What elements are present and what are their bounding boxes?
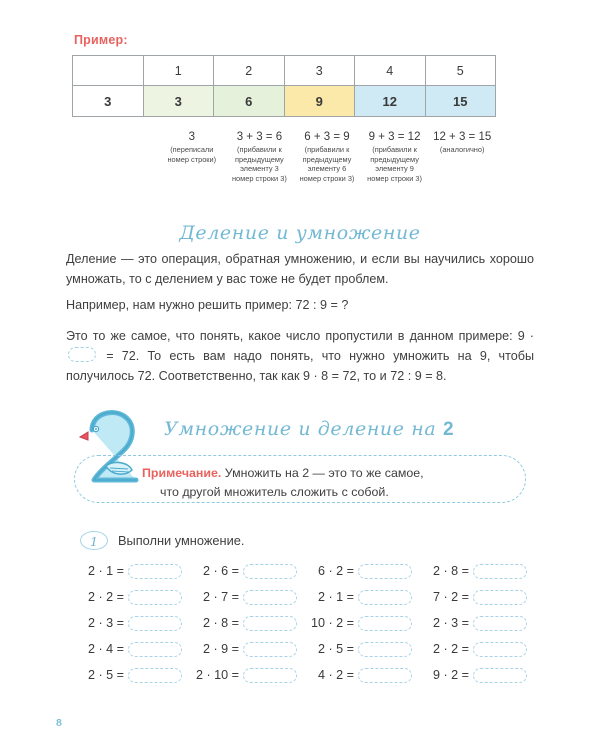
annotation-3 <box>293 130 361 183</box>
annotation-formula: 12 + 3 = 15 <box>433 131 492 143</box>
table-row-header <box>73 56 496 86</box>
section-heading-text: Умножение и деление на <box>164 418 443 440</box>
annotation-note: (прибавили к предыдущему элементу 3 номер строки 3) <box>231 145 287 183</box>
paragraph-part-1: Это то же самое, что понять, какое число пропустили в данном примере: 9 · <box>66 329 534 343</box>
answer-blank[interactable] <box>358 616 412 631</box>
exercise-expression: 2 · 8 = <box>432 564 469 578</box>
exercise-item <box>417 636 532 662</box>
exercise-expression: 10 · 2 = <box>310 616 354 630</box>
exercise-item <box>72 636 187 662</box>
swan-pupil <box>95 428 97 430</box>
table-cell-value-0: 3 <box>73 86 144 117</box>
exercise-expression: 6 · 2 = <box>317 564 354 578</box>
exercise-item <box>187 558 302 584</box>
exercise-item <box>72 558 187 584</box>
annotation-formula: 3 <box>188 131 195 143</box>
annotation-2 <box>226 130 294 183</box>
exercise-item <box>187 610 302 636</box>
answer-blank[interactable] <box>243 564 297 579</box>
exercise-expression: 9 · 2 = <box>432 668 469 682</box>
annotation-formula: 6 + 3 = 9 <box>304 131 350 143</box>
answer-blank[interactable] <box>358 668 412 683</box>
exercise-item <box>417 610 532 636</box>
inline-blank-oval <box>68 347 96 362</box>
exercise-expression: 2 · 5 = <box>87 668 124 682</box>
exercise-grid <box>72 558 532 688</box>
exercise-number-badge: 1 <box>80 531 108 550</box>
answer-blank[interactable] <box>473 590 527 605</box>
section-heading-number: 2 <box>442 419 455 440</box>
note-keyword: Примечание. <box>142 466 222 480</box>
answer-blank[interactable] <box>243 668 297 683</box>
swan-beak <box>80 432 88 440</box>
exercise-item <box>187 584 302 610</box>
page-number: 8 <box>56 717 62 729</box>
exercise-item <box>72 584 187 610</box>
exercise-expression: 2 · 10 = <box>195 668 239 682</box>
answer-blank[interactable] <box>473 668 527 683</box>
annotation-5 <box>428 130 496 183</box>
exercise-expression: 4 · 2 = <box>317 668 354 682</box>
section-heading-division: Деление и умножение <box>179 222 421 244</box>
table-cell-header-2: 2 <box>214 56 285 86</box>
example-table <box>72 55 496 117</box>
section-heading-multiply-two <box>164 418 454 441</box>
exercise-expression: 7 · 2 = <box>432 590 469 604</box>
exercise-item <box>417 558 532 584</box>
table-cell-header-5: 5 <box>425 56 496 86</box>
annotation-note: (прибавили к предыдущему элементу 9 номер строки 3) <box>367 145 422 183</box>
paragraph-part-2: = 72. То есть вам надо понять, что нужно умножить на 9, чтобы получилось 72. Соответственно, так как 9 · 8 = 72, то и 72 : 9 = 8. <box>66 349 534 383</box>
annotation-note: (прибавили к предыдущему элементу 6 номер строки 3) <box>299 145 355 183</box>
table-cell-value-5: 15 <box>425 86 496 117</box>
exercise-item <box>302 662 417 688</box>
note-line-1: Умножить на 2 — это то же самое, <box>221 466 424 480</box>
answer-blank[interactable] <box>473 616 527 631</box>
annotation-1 <box>158 130 226 183</box>
table-cell-value-2: 6 <box>214 86 285 117</box>
answer-blank[interactable] <box>128 590 182 605</box>
paragraph-division-intro: Деление — это операция, обратная умножению, и если вы научились хорошо умножать, то с делением у вас тоже не будет проблем. <box>66 252 534 286</box>
answer-blank[interactable] <box>128 642 182 657</box>
annotation-note: (переписали номер строки) <box>167 145 217 164</box>
table-annotations <box>72 130 496 183</box>
annotation-formula: 9 + 3 = 12 <box>368 131 421 143</box>
answer-blank[interactable] <box>243 642 297 657</box>
exercise-expression: 2 · 7 = <box>202 590 239 604</box>
annotation-note: (аналогично) <box>439 145 485 154</box>
table-cell-header-4: 4 <box>355 56 426 86</box>
table-cell-header-1: 1 <box>143 56 214 86</box>
answer-blank[interactable] <box>243 616 297 631</box>
exercise-expression: 2 · 3 = <box>87 616 124 630</box>
note-text <box>142 464 512 502</box>
exercise-item <box>302 584 417 610</box>
answer-blank[interactable] <box>243 590 297 605</box>
exercise-item <box>187 636 302 662</box>
exercise-item <box>302 636 417 662</box>
exercise-expression: 2 · 9 = <box>202 642 239 656</box>
annotation-formula: 3 + 3 = 6 <box>236 131 283 143</box>
exercise-item <box>187 662 302 688</box>
example-label: Пример: <box>74 33 128 47</box>
exercise-expression: 2 · 6 = <box>202 564 239 578</box>
exercise-item <box>302 558 417 584</box>
exercise-expression: 2 · 1 = <box>87 564 124 578</box>
annotation-4 <box>361 130 429 183</box>
table-row-values <box>73 86 496 117</box>
exercise-expression: 2 · 5 = <box>317 642 354 656</box>
answer-blank[interactable] <box>128 668 182 683</box>
paragraph-division-explanation <box>66 326 534 386</box>
answer-blank[interactable] <box>358 590 412 605</box>
answer-blank[interactable] <box>473 564 527 579</box>
answer-blank[interactable] <box>358 642 412 657</box>
exercise-item <box>417 662 532 688</box>
paragraph-division-example: Например, нам нужно решить пример: 72 : 9 = ? <box>66 298 349 312</box>
table-cell-value-1: 3 <box>143 86 214 117</box>
table-cell-header-0 <box>73 56 144 86</box>
exercise-item <box>72 610 187 636</box>
exercise-expression: 2 · 3 = <box>432 616 469 630</box>
exercise-expression: 2 · 4 = <box>87 642 124 656</box>
answer-blank[interactable] <box>358 564 412 579</box>
table-cell-value-3: 9 <box>284 86 355 117</box>
exercise-expression: 2 · 1 = <box>317 590 354 604</box>
exercise-item <box>302 610 417 636</box>
table-cell-value-4: 12 <box>355 86 426 117</box>
note-line-2: что другой множитель сложить с собой. <box>160 485 389 499</box>
answer-blank[interactable] <box>128 564 182 579</box>
annotation-spacer <box>72 130 158 183</box>
exercise-expression: 2 · 2 = <box>87 590 124 604</box>
exercise-expression: 2 · 8 = <box>202 616 239 630</box>
table-cell-header-3: 3 <box>284 56 355 86</box>
exercise-title: Выполни умножение. <box>118 533 245 548</box>
answer-blank[interactable] <box>473 642 527 657</box>
answer-blank[interactable] <box>128 616 182 631</box>
exercise-item <box>72 662 187 688</box>
exercise-expression: 2 · 2 = <box>432 642 469 656</box>
exercise-item <box>417 584 532 610</box>
